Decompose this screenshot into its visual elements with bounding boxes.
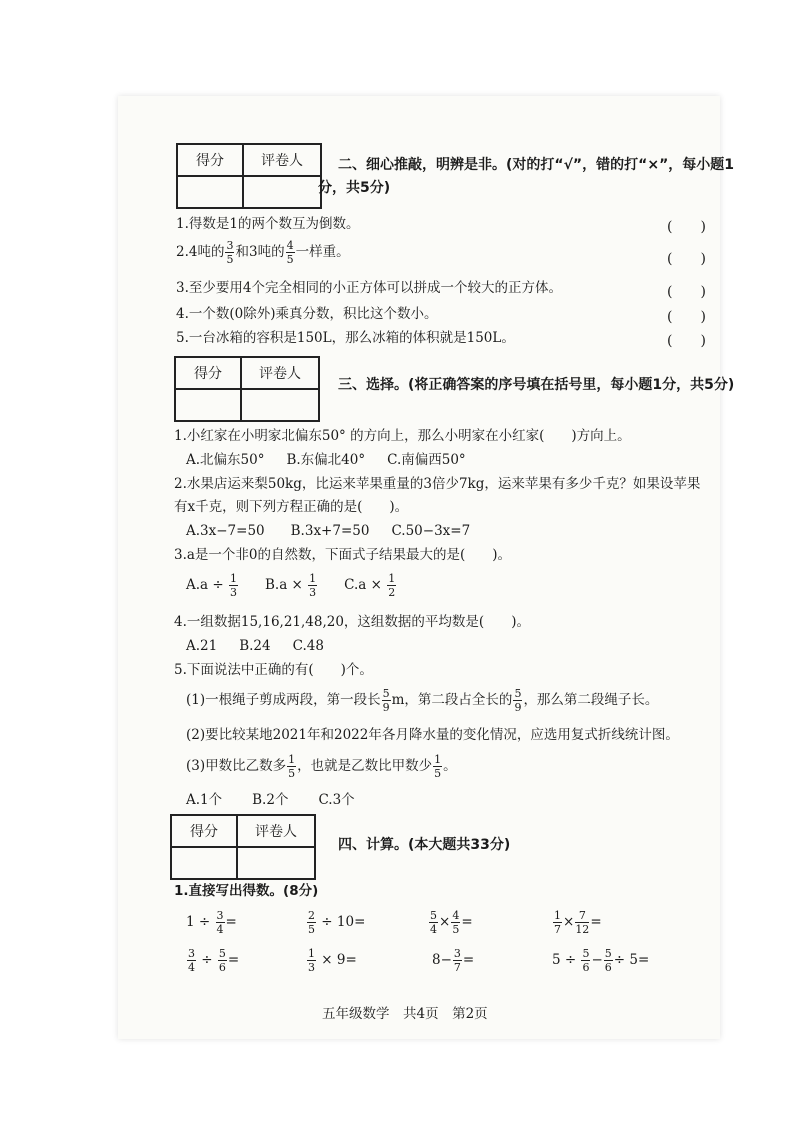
- score-box-section3: [174, 356, 320, 422]
- grader-cell[interactable]: [241, 389, 319, 421]
- s3-q4: 4.一组数据15,16,21,48,20，这组数据的平均数是( )。: [174, 614, 530, 630]
- answer-paren-3[interactable]: ( ): [667, 284, 706, 300]
- score-cell[interactable]: [175, 389, 241, 421]
- calc-1-4: $\frac{1}{7}$ × $\frac{7}{12}$ =: [554, 909, 602, 936]
- section2-title-2: 分，共5分): [318, 180, 391, 196]
- s2-item-3: 3.至少要用4个完全相同的小正方体可以拼成一个较大的正方体。: [176, 280, 562, 296]
- s3-q3: 3.a是一个非0的自然数，下面式子结果最大的是( )。: [174, 547, 512, 563]
- s2-item-5: 5.一台冰箱的容积是150L，那么冰箱的体积就是150L。: [176, 330, 515, 346]
- calc-2-3: 8− $\frac{3}{7}$ =: [432, 947, 475, 974]
- grader-label: 评卷人: [243, 144, 321, 176]
- s3-q5-statement-1: (1)一根绳子剪成两段，第一段长 $\frac{5}{9}$ m，第二段占全长的 $\frac{5}{9}$ ，那么第二段绳子长。: [186, 687, 659, 714]
- answer-paren-2[interactable]: ( ): [667, 251, 706, 267]
- s3-q2-options: A.3x−7=50 B.3x+7=50 C.50−3x=7: [186, 523, 471, 539]
- section4-sub1: 1.直接写出得数。(8分): [174, 883, 319, 899]
- s2-item-1: 1.得数是1的两个数互为倒数。: [176, 216, 360, 232]
- s2-item-2: 2.4吨的 $\frac{3}{5}$ 和3吨的 $\frac{4}{5}$ 一样重。: [176, 239, 350, 266]
- section3-title: 三、选择。(将正确答案的序号填在括号里，每小题1分，共5分): [338, 377, 735, 393]
- s3-q5: 5.下面说法中正确的有( )个。: [174, 662, 373, 678]
- s3-q5-options: A.1个 B.2个 C.3个: [186, 792, 355, 808]
- score-label: 得分: [175, 357, 241, 389]
- score-cell[interactable]: [171, 847, 237, 879]
- calc-2-4: 5 ÷ $\frac{5}{6}$ − $\frac{5}{6}$ ÷ 5=: [552, 947, 650, 974]
- s3-q1-options: A.北偏东50° B.东偏北40° C.南偏西50°: [186, 452, 466, 468]
- s2-item-4: 4.一个数(0除外)乘真分数，积比这个数小。: [176, 306, 438, 322]
- s3-q5-statement-2: (2)要比较某地2021年和2022年各月降水量的变化情况，应选用复式折线统计图。: [186, 727, 679, 743]
- calc-1-2: $\frac{2}{5}$ ÷ 10=: [308, 909, 366, 936]
- answer-paren-1[interactable]: ( ): [667, 219, 706, 235]
- answer-paren-4[interactable]: ( ): [667, 309, 706, 325]
- calc-1-3: $\frac{5}{4}$ × $\frac{4}{5}$ =: [430, 909, 473, 936]
- score-cell[interactable]: [177, 176, 243, 208]
- s3-q1: 1.小红家在小明家北偏东50° 的方向上，那么小明家在小红家( )方向上。: [174, 428, 631, 444]
- s3-q2-line1: 2.水果店运来梨50kg，比运来苹果重量的3倍少7kg，运来苹果有多少千克？如果设苹果: [174, 476, 701, 492]
- grader-cell[interactable]: [237, 847, 315, 879]
- grader-label: 评卷人: [237, 815, 315, 847]
- calc-2-2: $\frac{1}{3}$ × 9=: [308, 947, 357, 974]
- section4-title: 四、计算。(本大题共33分): [338, 837, 511, 853]
- page-footer: 五年级数学 共4页 第2页: [322, 1006, 488, 1022]
- answer-paren-5[interactable]: ( ): [667, 333, 706, 349]
- s3-q3-options: A.a ÷ $\frac{1}{3}$ B.a × $\frac{1}{3}$ C.a × $\frac{1}{2}$: [186, 572, 396, 599]
- s3-q2-line2: 有x千克，则下列方程正确的是( )。: [174, 499, 409, 515]
- score-label: 得分: [171, 815, 237, 847]
- s3-q5-statement-3: (3)甲数比乙数多 $\frac{1}{5}$ ，也就是乙数比甲数少 $\frac{1}{5}$ 。: [186, 753, 457, 780]
- score-box-section2: [176, 143, 322, 209]
- section2-title-1: 二、细心推敲，明辨是非。(对的打“√”，错的打“×”，每小题1: [338, 157, 735, 173]
- s3-q4-options: A.21 B.24 C.48: [186, 638, 324, 654]
- calc-2-1: $\frac{3}{4}$ ÷ $\frac{5}{6}$ =: [188, 947, 240, 974]
- score-box-section4: [170, 814, 316, 880]
- grader-label: 评卷人: [241, 357, 319, 389]
- grader-cell[interactable]: [243, 176, 321, 208]
- score-label: 得分: [177, 144, 243, 176]
- calc-1-1: 1 ÷ $\frac{3}{4}$ =: [186, 909, 237, 936]
